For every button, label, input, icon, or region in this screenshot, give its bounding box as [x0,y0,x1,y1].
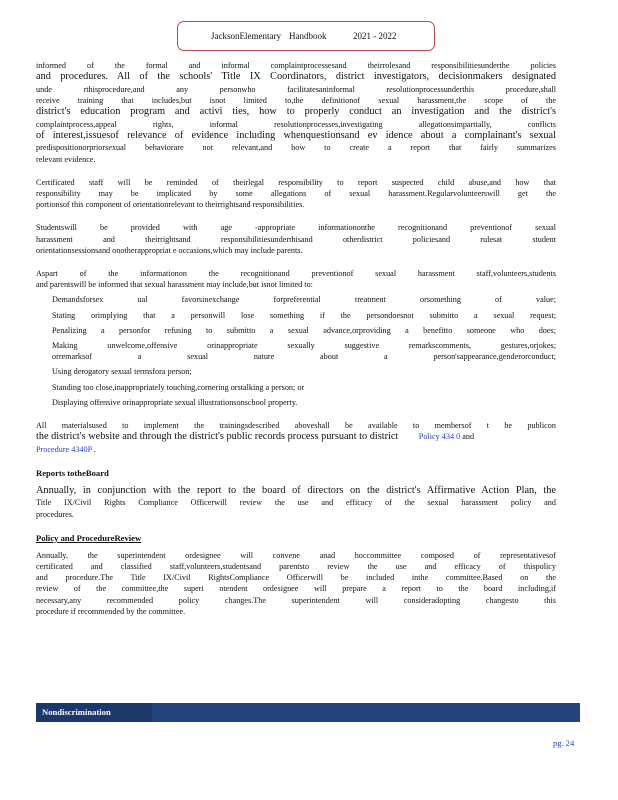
bullet-icon [36,294,52,305]
page-header-box [177,21,435,51]
list-item [36,397,556,408]
bullet-icon [36,382,52,393]
text-line [36,444,556,455]
text-line: procedures. [36,509,74,519]
text-span: the district's website and through the district's public records process pursuant to district [36,431,399,443]
bullet-icon [36,310,52,321]
list-item [36,382,556,393]
bullet-text: Making unwelcome,offensive orinappropriate sexually suggestive remarkscomments, gestures,orjokes; [52,340,556,350]
text-line: portionsof this component of orientationrelevant to theirrightsand responsibilities. [36,200,305,210]
document-body [36,60,556,617]
bullet-text: Using derogatory sexual termsfora person; [52,367,192,377]
section-band-nondiscrimination [36,703,580,722]
text-line: procedure if recommended by the committee. [36,606,186,616]
text-line: review of the committee,the superi ntendent ordesignee will prepare a report to the board including,if [36,584,556,594]
header-handbook: Handbook [289,31,327,41]
bullet-text: Demandsforsex ual favorsinexchange forpreferential treatment orsomething of value; [52,295,556,305]
bullet-icon [36,340,52,362]
bullet-icon [36,397,52,408]
list-item [36,294,556,305]
text-span: and [462,432,475,442]
text-line: relevant evidence. [36,154,96,164]
text-line: Title IX/Civil Rights Compliance Officerwill review the use and efficacy of the sexual harassment policy and [36,498,556,508]
section-heading-policy-review: Policy and ProcedureReview [36,532,142,543]
text-line: Annually, the superintendent ordesignee will convene anad hoccommittee composed of representativesof [36,550,556,560]
bullet-text: Displaying offensive orinappropriate sexual illustrationsonschool property. [52,397,298,407]
bullet-list [36,294,556,408]
text-line: unde rthisprocedure,and any personwho facilitatesaninformal resolutionprocessunderthis procedure,shall [36,84,556,94]
text-line: and parentswill be informed that sexual harassment may include,but isnot limited to: [36,280,313,290]
section-band-title: Nondiscrimination [42,707,111,717]
text-line: Aspart of the informationon the recognitionand preventionof sexual harassment staff,volunteers,students [36,268,556,278]
text-line: district's education program and activi ties, how to properly conduct an investigation and the district's [36,106,556,118]
bullet-text: Stating orimplying that a personwill lose something if the persondoesnot submitto a sexual request; [52,310,556,320]
text-line: Annually, in conjunction with the report to the board of directors on the district's Affirmative Action Plan, the [36,484,556,496]
text-line: Certificated staff will be reminded of theirlegal responsibility to report suspected child abuse,and how that [36,177,556,187]
bullet-text: Standing too close,inappropriately touching,cornering orstalking a person; or [52,382,305,392]
bullet-icon [36,366,52,377]
list-item [36,340,556,362]
text-line: harassment and theirrightsand responsibilitiesunderthisand otherdistrict policiesand rulesat student [36,234,556,244]
text-line: All materialsused to implement the trainingsdescribed aboveshall be available to membersof t he publicon [36,420,556,430]
text-span: . [93,444,96,454]
list-item [36,366,556,377]
text-line: responsibility may be implicated by some allegations of sexual harassment.Regularvolunteerswill get the [36,188,556,198]
policy-link[interactable]: Policy 434 0 [418,432,461,442]
procedure-link[interactable]: Procedure 4340P [36,444,92,454]
bullet-text: orremarksof a sexual nature about a person'sappearance,genderorconduct; [52,352,556,362]
header-year: 2021 - 2022 [353,31,397,41]
text-line [36,431,556,444]
page-number: pg. 24 [553,738,575,748]
text-line: Studentswill be provided with age -appropriate informationonthe recognitionand preventionof sexual [36,223,556,233]
text-line: orientationsessionsand onotherappropriat e occasions,which may include parents. [36,245,303,255]
list-item [36,310,556,321]
section-heading-reports: Reports totheBoard [36,467,109,478]
list-item [36,325,556,336]
text-line: predispositionorpriorsexual behaviorare not relevant,and how to create a report that fairly summarizes [36,143,556,153]
text-line: and procedure.The Title IX/Civil RightsCompliance Officerwill be included inthe committee.Based on the [36,573,556,583]
text-line: of interest,issuesof relevance of evidence including whenquestionsand ev idence about a complainant's sexual [36,129,556,141]
text-line: receive training that includes,but isnot limited to,the definitionof sexual harassment,the scope of the [36,95,556,105]
header-school: JacksonElementary [211,31,281,41]
bullet-icon [36,325,52,336]
text-line: necessary,any recommended policy changes.The superintendent will consideradopting changesto this [36,595,556,605]
text-line: and procedures. All of the schools' Title IX Coordinators, district investigators, decisionmakers designated [36,71,556,83]
text-line: complaintprocess,appeal rights, informal resolutionprocesses,investigating allegationsimpartially, conflicts [36,119,556,129]
text-line: certificated and classified staff,volunteers,studentsand parentsto review the use and efficacy of thispolicy [36,561,556,571]
text-line: informed of the formal and informal complaintprocessesand theirrolesand responsibilitiesunderthe policies [36,61,556,70]
bullet-text: Penalizing a personfor refusing to submitto a sexual advance,orproviding a benefitto someone who does; [52,325,556,335]
